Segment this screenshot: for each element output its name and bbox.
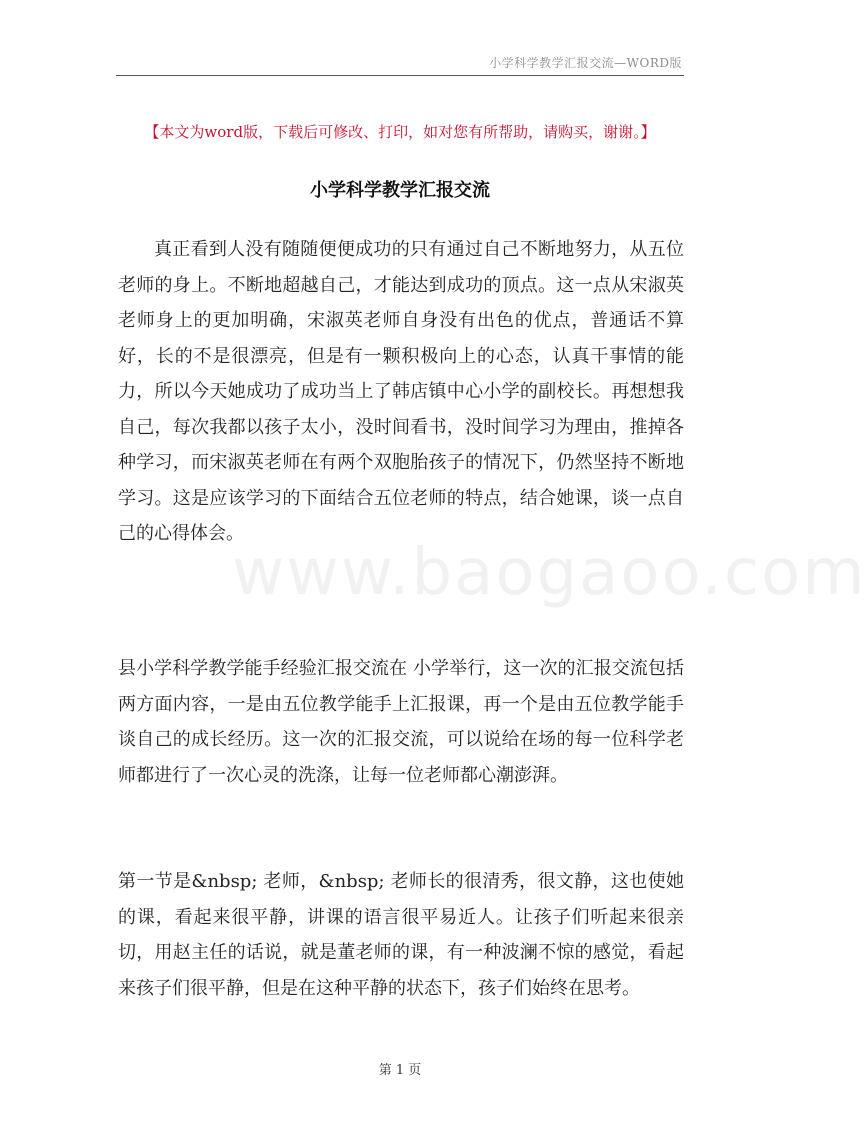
document-title: 小学科学教学汇报交流	[310, 180, 490, 201]
watermark: www.baogaoo.com	[232, 536, 867, 610]
body-paragraph-1: 真正看到人没有随随便便成功的只有通过自己不断地努力，从五位老师的身上。不断地超越自己，才能达到成功的顶点。这一点从宋淑英老师身上的更加明确，宋淑英老师自身没有出色的优点，普通话不算好，长的不是很漂亮，但是有一颗积极向上的心态，认真干事情的能力，所以今天她成功了成功当上了韩店镇中心小学的副校长。再想想我自己，每次我都以孩子太小，没时间看书，没时间学习为理由，推掉各种学习，而宋淑英老师在有两个双胞胎孩子的情况下，仍然坚持不断地学习。这是应该学习的下面结合五位老师的特点，结合她课，谈一点自己的心得体会。	[118, 239, 684, 544]
running-header: 小学科学教学汇报交流—WORD版	[489, 56, 682, 70]
body-paragraph-2: 县小学科学教学能手经验汇报交流在 小学举行，这一次的汇报交流包括两方面内容，一是由五位教学能手上汇报课，再一个是由五位教学能手谈自己的成长经历。这一次的汇报交流，可以说给在场的每一位科学老师都进行了一次心灵的洗涤，让每一位老师都心潮澎湃。	[118, 658, 684, 786]
body-paragraph-3: 第一节是&nbsp; 老师，&nbsp; 老师长的很清秀，很文静，这也使她的课，看起来很平静，讲课的语言很平易近人。让孩子们听起来很亲切，用赵主任的话说，就是董老师的课，有一种波澜不惊的感觉，看起来孩子们很平静，但是在这种平静的状态下，孩子们始终在思考。	[118, 871, 684, 999]
header-divider	[116, 75, 684, 76]
download-notice: 【本文为word版，下载后可修改、打印，如对您有所帮助，请购买，谢谢。】	[144, 123, 656, 141]
page-number: 第 1 页	[378, 1063, 422, 1078]
